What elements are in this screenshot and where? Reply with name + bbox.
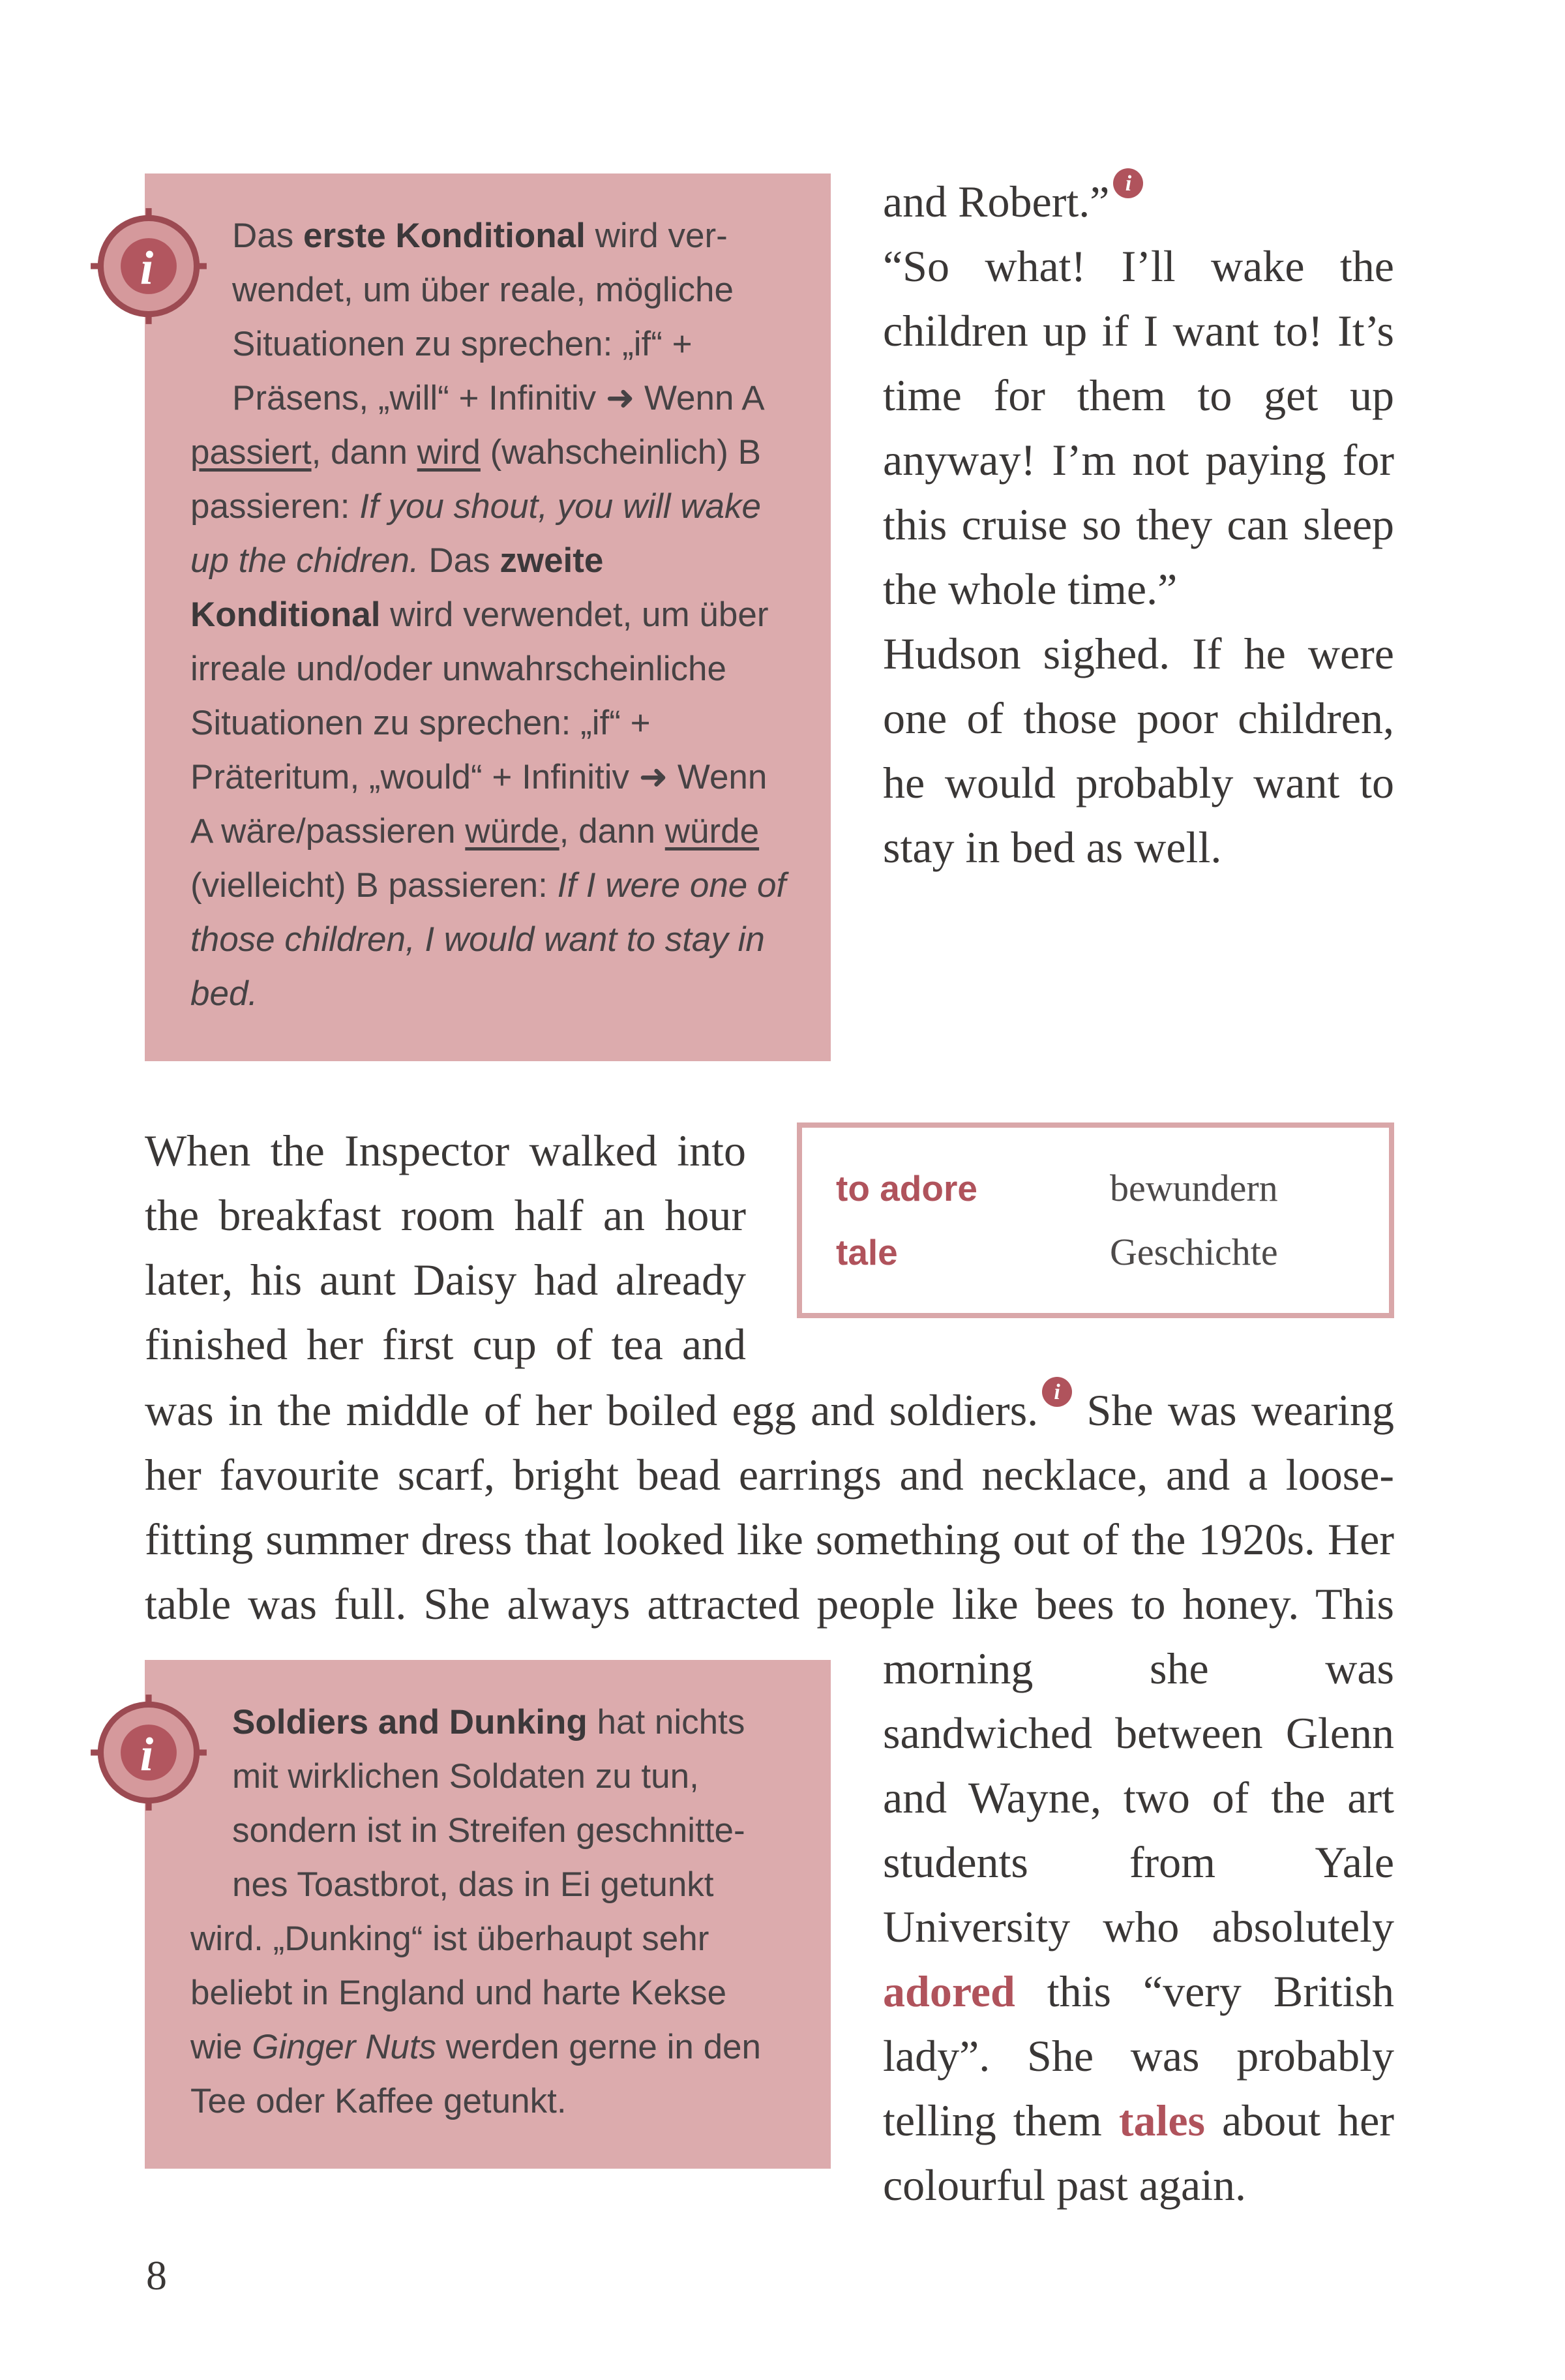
text-segment: and Robert.” xyxy=(883,177,1110,226)
text-segment: wird verwendet, um über reale, mögliche Situationen zu sprechen: „if“ + Präsens, „will“ + Infinitiv ➜ Wenn A xyxy=(232,217,763,417)
story-text xyxy=(883,1644,1394,2210)
text-segment: tales xyxy=(1118,2096,1205,2145)
vocab-translation: bewundern xyxy=(1110,1167,1278,1209)
svg-text:i: i xyxy=(140,1727,154,1781)
text-segment: passiert xyxy=(190,433,312,472)
page-number: 8 xyxy=(146,2252,167,2298)
infobox-soldiers-text xyxy=(190,1703,761,2120)
text-segment: erste Konditional xyxy=(303,217,586,255)
vocab-term: tale xyxy=(836,1232,898,1273)
text-segment: Ginger Nuts xyxy=(252,2028,437,2066)
page-content xyxy=(140,168,1394,2218)
text-segment: werden gerne in den Tee oder Kaffee getunkt. xyxy=(190,2028,762,2120)
svg-text:i: i xyxy=(140,241,154,295)
info-icon xyxy=(89,1693,209,1813)
text-segment: this “very British lady”. She was probably telling them xyxy=(883,1966,1394,2145)
vocab-term: to adore xyxy=(836,1168,977,1209)
text-segment: Hudson sighed. If he were one of those poor children, he would probably want to stay in bed as well. xyxy=(883,629,1394,872)
text-segment: zweite Konditional xyxy=(190,541,604,634)
vocab-row xyxy=(836,1156,1363,1220)
text-segment: When the Inspector walked into the breakfast room half an hour later, his aunt Daisy had already finished her first cup of tea and was in the middle of her boiled egg and soldiers. xyxy=(145,1126,1039,1435)
text-segment: If I were one of those children, I would want to stay in bed. xyxy=(190,866,786,1013)
vocab-translation: Geschichte xyxy=(1110,1231,1278,1273)
infobox-konditional xyxy=(140,173,831,1061)
story-text xyxy=(883,629,1394,872)
text-segment: Soldiers and Dunking xyxy=(232,1703,588,1741)
text-segment: If you shout, you will wake up the chidren. xyxy=(190,487,761,580)
text-segment: wird verwendet, um über irreale und/oder unwahrscheinliche Situationen zu sprechen: „if“ + Präteritum, „would“ + Infinitiv ➜ Wenn A wäre/passieren xyxy=(190,595,769,851)
text-segment: (wahscheinlich) B passieren: xyxy=(190,433,761,526)
text-segment: würde xyxy=(465,812,559,851)
text-segment: wird xyxy=(417,433,481,472)
info-icon xyxy=(89,206,209,326)
infobox-konditional-text xyxy=(190,217,786,1013)
info-footnote-icon: i xyxy=(1042,1377,1072,1407)
text-segment: was sandwiched between Glenn and Wayne, two of the art students from Yale University who absolutely xyxy=(883,1644,1394,1951)
text-segment: , dann xyxy=(559,812,665,851)
text-segment: hat nichts mit wirklichen Soldaten zu tun, sondern ist in Streifen geschnittenes Toastbrot, das in Ei getunkt wird. „Dunking“ ist überhaupt sehr beliebt in England und harte Kekse wie xyxy=(190,1703,745,2066)
text-segment: würde xyxy=(664,812,760,851)
info-footnote-icon: i xyxy=(1113,168,1143,198)
text-segment: She was wearing her favourite scarf, bright bead earrings and necklace, and a loose-fitting summer dress that looked like something out of the 1920s. Her table was full. She always attracted people like bees to honey. This morning she xyxy=(145,1385,1394,1693)
text-segment: “So what! I’ll wake the children up if I want to! It’s time for them to get up anyway! I’m not paying for this cruise so they can sleep the whole time.” xyxy=(883,241,1394,614)
text-segment: about her colourful past again. xyxy=(883,2096,1394,2210)
infobox-soldiers-dunking xyxy=(140,1660,831,2169)
vocab-box xyxy=(797,1122,1394,1318)
text-segment: Das xyxy=(419,541,500,580)
vocab-row xyxy=(836,1220,1363,1284)
text-segment: , dann xyxy=(311,433,417,472)
text-segment: Das xyxy=(232,217,303,255)
text-segment: (vielleicht) B passieren: xyxy=(190,866,558,905)
story-text xyxy=(883,241,1394,614)
text-segment: adored xyxy=(883,1966,1015,2016)
story-text xyxy=(883,172,1143,226)
